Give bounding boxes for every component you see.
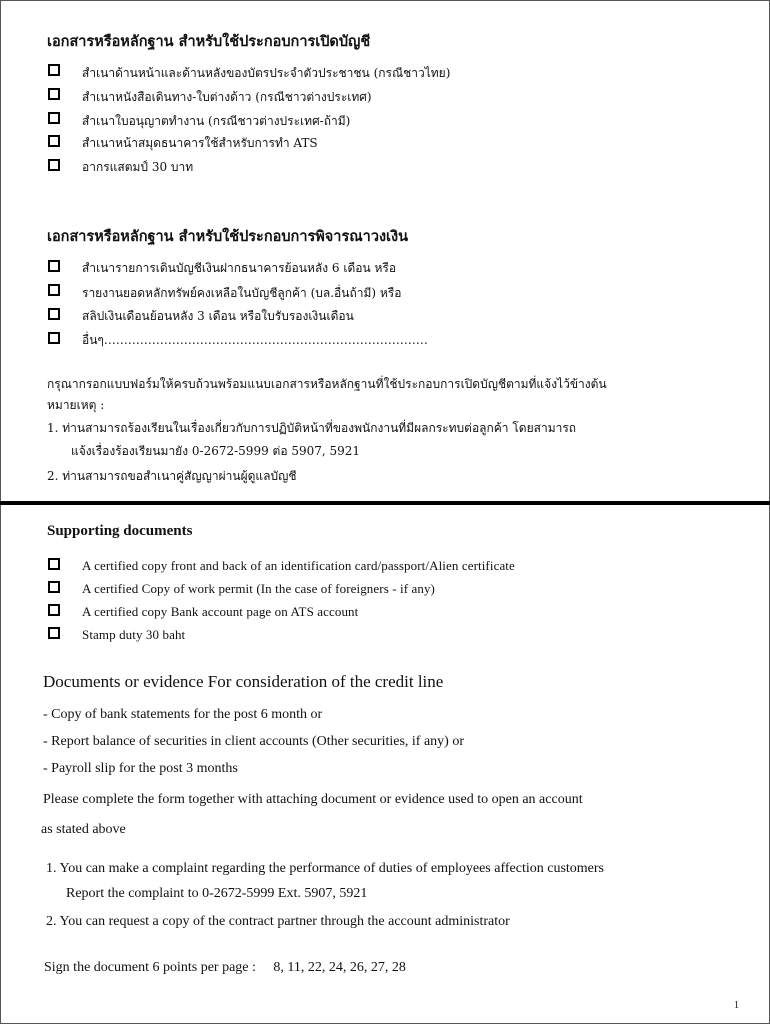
thai-section1-title: เอกสารหรือหลักฐาน สำหรับใช้ประกอบการเปิดบัญชี: [47, 33, 371, 50]
thai-note1-line2: แจ้งเรื่องร้องเรียนมายัง 0-2672-5999 ต่อ 5907, 5921: [71, 444, 361, 458]
thai-section2-item-4: อื่นๆ………………………………………………………………………: [82, 333, 428, 347]
thai-section1-item-1: สำเนาด้านหน้าและด้านหลังของบัตรประจำตัวประชาชน (กรณีชาวไทย): [82, 66, 451, 80]
supporting-documents-title: Supporting documents: [47, 523, 193, 539]
supporting-item-2: A certified Copy of work permit (In the case of foreigners - if any): [82, 581, 435, 596]
english-note1-line2: Report the complaint to 0-2672-5999 Ext. 5907, 5921: [66, 886, 368, 901]
credit-item-2: - Report balance of securities in client accounts (Other securities, if any) or: [43, 734, 465, 749]
checkbox[interactable]: [48, 88, 60, 100]
checkbox[interactable]: [48, 64, 60, 76]
checkbox[interactable]: [48, 284, 60, 296]
thai-note2: 2. ท่านสามารถขอสำเนาคู่สัญญาผ่านผู้ดูแลบัญชี: [47, 469, 297, 483]
english-note1-line1: 1. You can make a complaint regarding the performance of duties of employees affection customers: [46, 861, 605, 876]
thai-section1-item-5: อากรแสตมป์ 30 บาท: [82, 160, 194, 174]
thai-section1-item-2: สำเนาหนังสือเดินทาง-ใบต่างด้าว (กรณีชาวต่างประเทศ): [82, 90, 372, 104]
thai-section2-item-3: สลิปเงินเดือนย้อนหลัง 3 เดือน หรือใบรับรองเงินเดือน: [82, 309, 354, 323]
thai-note1-line1: 1. ท่านสามารถร้องเรียนในเรื่องเกี่ยวกับการปฏิบัติหน้าที่ของพนักงานที่มีผลกระทบต่อลูกค้า โดยสามารถ: [47, 421, 577, 435]
credit-line-title: Documents or evidence For consideration of the credit line: [43, 672, 444, 691]
supporting-item-1: A certified copy front and back of an identification card/passport/Alien certificate: [82, 558, 515, 573]
checkbox[interactable]: [48, 558, 60, 570]
checkbox[interactable]: [48, 260, 60, 272]
section-divider: [0, 501, 770, 505]
checkbox[interactable]: [48, 112, 60, 124]
thai-instruction-line2: หมายเหตุ :: [47, 398, 105, 412]
thai-instruction-line1: กรุณากรอกแบบฟอร์มให้ครบถ้วนพร้อมแนบเอกสารหรือหลักฐานที่ใช้ประกอบการเปิดบัญชีตามที่แจ้งไว้ข้างต้น: [47, 377, 607, 391]
checkbox[interactable]: [48, 135, 60, 147]
checkbox[interactable]: [48, 159, 60, 171]
supporting-item-4: Stamp duty 30 baht: [82, 627, 186, 642]
checkbox[interactable]: [48, 332, 60, 344]
english-note2: 2. You can request a copy of the contract partner through the account administrator: [46, 914, 510, 929]
credit-item-1: - Copy of bank statements for the post 6 month or: [43, 707, 323, 722]
thai-section2-item-1: สำเนารายการเดินบัญชีเงินฝากธนาคารย้อนหลัง 6 เดือน หรือ: [82, 261, 397, 275]
checkbox[interactable]: [48, 581, 60, 593]
complete-instruction-line1: Please complete the form together with attaching document or evidence used to open an account: [43, 792, 583, 807]
page-number: 1: [734, 1000, 739, 1011]
checkbox[interactable]: [48, 604, 60, 616]
thai-section1-item-3: สำเนาใบอนุญาตทำงาน (กรณีชาวต่างประเทศ-ถ้ามี): [82, 114, 351, 128]
thai-section2-title: เอกสารหรือหลักฐาน สำหรับใช้ประกอบการพิจารณาวงเงิน: [47, 228, 408, 245]
complete-instruction-line2: as stated above: [41, 822, 126, 837]
sign-points-line: Sign the document 6 points per page : 8, 11, 22, 24, 26, 27, 28: [44, 960, 406, 975]
supporting-item-3: A certified copy Bank account page on ATS account: [82, 604, 359, 619]
thai-section1-item-4: สำเนาหน้าสมุดธนาคารใช้สำหรับการทำ ATS: [82, 136, 318, 150]
checkbox[interactable]: [48, 308, 60, 320]
checkbox[interactable]: [48, 627, 60, 639]
thai-section2-item-2: รายงานยอดหลักทรัพย์คงเหลือในบัญชีลูกค้า (บล.อื่นถ้ามี) หรือ: [82, 286, 402, 300]
credit-item-3: - Payroll slip for the post 3 months: [43, 761, 238, 776]
